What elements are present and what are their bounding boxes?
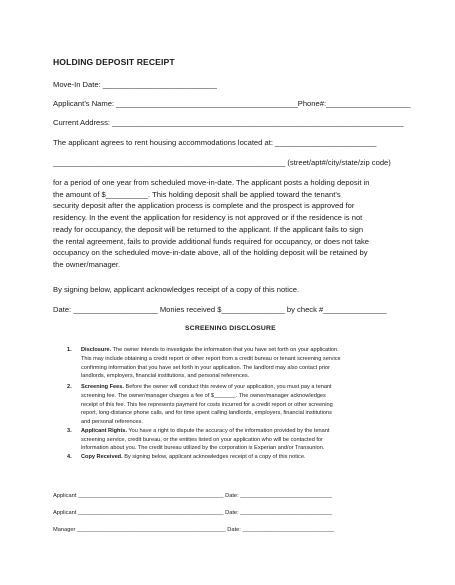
holding-deposit-terms bbox=[53, 177, 405, 271]
list-item-disclosure bbox=[53, 346, 413, 381]
receipt-date-monies-check-line[interactable]: Date: ____________________ Monies received $_______________ by check #_______________ bbox=[53, 305, 387, 314]
item-text: You have a right to dispute the accuracy of the information provided by the tenant bbox=[127, 427, 330, 434]
terms-line: security deposit after the application process is complete and the prospect is approved for bbox=[53, 201, 355, 211]
list-item-screening-fees bbox=[53, 383, 413, 427]
applicant-name-phone-field[interactable]: Applicant’s Name: ___________________________________________Phone#:____________________ bbox=[53, 99, 411, 108]
item-text: and personal references. bbox=[81, 419, 143, 425]
terms-line: for a period of one year from scheduled move-in-date. The applicant posts a holding deposit in bbox=[53, 178, 370, 187]
signature-label: Applicant bbox=[53, 510, 77, 516]
terms-line: the amount of $__________. This holding deposit shall be applied toward the tenant’s bbox=[53, 189, 341, 199]
item-text[interactable]: screening fee. The owner/manager charges a fee of $_______. The owner/manager acknowledges bbox=[81, 392, 326, 399]
applicant-signature-line-2[interactable] bbox=[53, 510, 332, 516]
applicant-signature-line-1[interactable] bbox=[53, 493, 332, 499]
item-text: screening service, credit bureau, or the entities listed on your application who will be contacted for bbox=[81, 436, 323, 443]
item-text: Before the owner will conduct this review of your application, you must pay a tenant bbox=[123, 384, 332, 390]
item-number: 1. bbox=[67, 347, 72, 353]
signature-date-line[interactable]: ______________________________________________ Date: _____________________________ bbox=[78, 510, 332, 516]
terms-line: ready for occupancy, the deposit will be returned to the applicant. If the applicant fails to sign bbox=[53, 224, 364, 234]
current-address-field[interactable]: Current Address: _____________________________________________________________________ bbox=[53, 118, 404, 127]
acknowledgement-text: By signing below, applicant acknowledges receipt of a copy of this notice. bbox=[53, 285, 300, 294]
screening-disclosure-heading: SCREENING DISCLOSURE bbox=[185, 325, 276, 332]
list-item-copy-received bbox=[53, 453, 413, 462]
document-title: HOLDING DEPOSIT RECEIPT bbox=[53, 57, 175, 67]
item-text: report, long-distance phone calls, and for time spent calling landlords, employers, financial institutions bbox=[81, 410, 332, 417]
signature-date-line[interactable]: _______________________________________________ Date: _____________________________ bbox=[77, 527, 335, 533]
item-number: 4. bbox=[67, 454, 72, 460]
item-text: This may include obtaining a credit report or other report from a credit bureau or tenant screening service bbox=[81, 355, 341, 362]
move-in-date-field[interactable]: Move-In Date: ___________________________ bbox=[53, 80, 217, 89]
terms-line: residency. In the event the application for residency is not approved or if the residence is not bbox=[53, 213, 363, 223]
item-text: By signing below, applicant acknowledges receipt of a copy of this notice. bbox=[122, 454, 306, 460]
rental-location-line[interactable]: The applicant agrees to rent housing accommodations located at: ________________________ bbox=[53, 138, 377, 147]
item-label: Copy Received. bbox=[81, 454, 123, 460]
item-label: Disclosure. bbox=[81, 347, 112, 353]
terms-line: the owner/manager. bbox=[53, 259, 121, 269]
street-address-line[interactable]: _______________________________________________________ (street/apt#/city/state/zip code) bbox=[53, 158, 391, 167]
signature-label: Applicant bbox=[53, 493, 77, 499]
item-number: 2. bbox=[67, 384, 72, 390]
terms-line: the rental agreement, fails to provide additional funds required for occupancy, or does not take bbox=[53, 236, 370, 246]
manager-signature-line[interactable] bbox=[53, 527, 334, 533]
item-label: Screening Fees. bbox=[81, 384, 124, 390]
item-number: 3. bbox=[67, 427, 72, 434]
item-text: confirming information that you have set forth in your application. The landlord may also contact prior bbox=[81, 364, 330, 371]
item-text: landlords, employers, financial institutions, and personal references. bbox=[81, 373, 250, 380]
item-label: Applicant Rights. bbox=[81, 427, 127, 434]
signature-date-line[interactable]: ______________________________________________ Date: _____________________________ bbox=[78, 493, 332, 499]
item-text: receipt of this fee. This fee represents payment for costs incurred for a credit report or other screening bbox=[81, 401, 333, 408]
list-item-applicant-rights bbox=[53, 427, 413, 453]
item-text: The owner intends to investigate the information that you have set forth on your application. bbox=[111, 347, 339, 353]
terms-line: occupancy on the scheduled move-in-date above, all of the holding deposit will be retained by bbox=[53, 248, 368, 258]
signature-label: Manager bbox=[53, 527, 76, 533]
item-text: information about you. The credit bureau utilized by the corporation is Experian and/or Transunion. bbox=[81, 445, 325, 452]
screening-disclosure-list bbox=[53, 346, 413, 462]
